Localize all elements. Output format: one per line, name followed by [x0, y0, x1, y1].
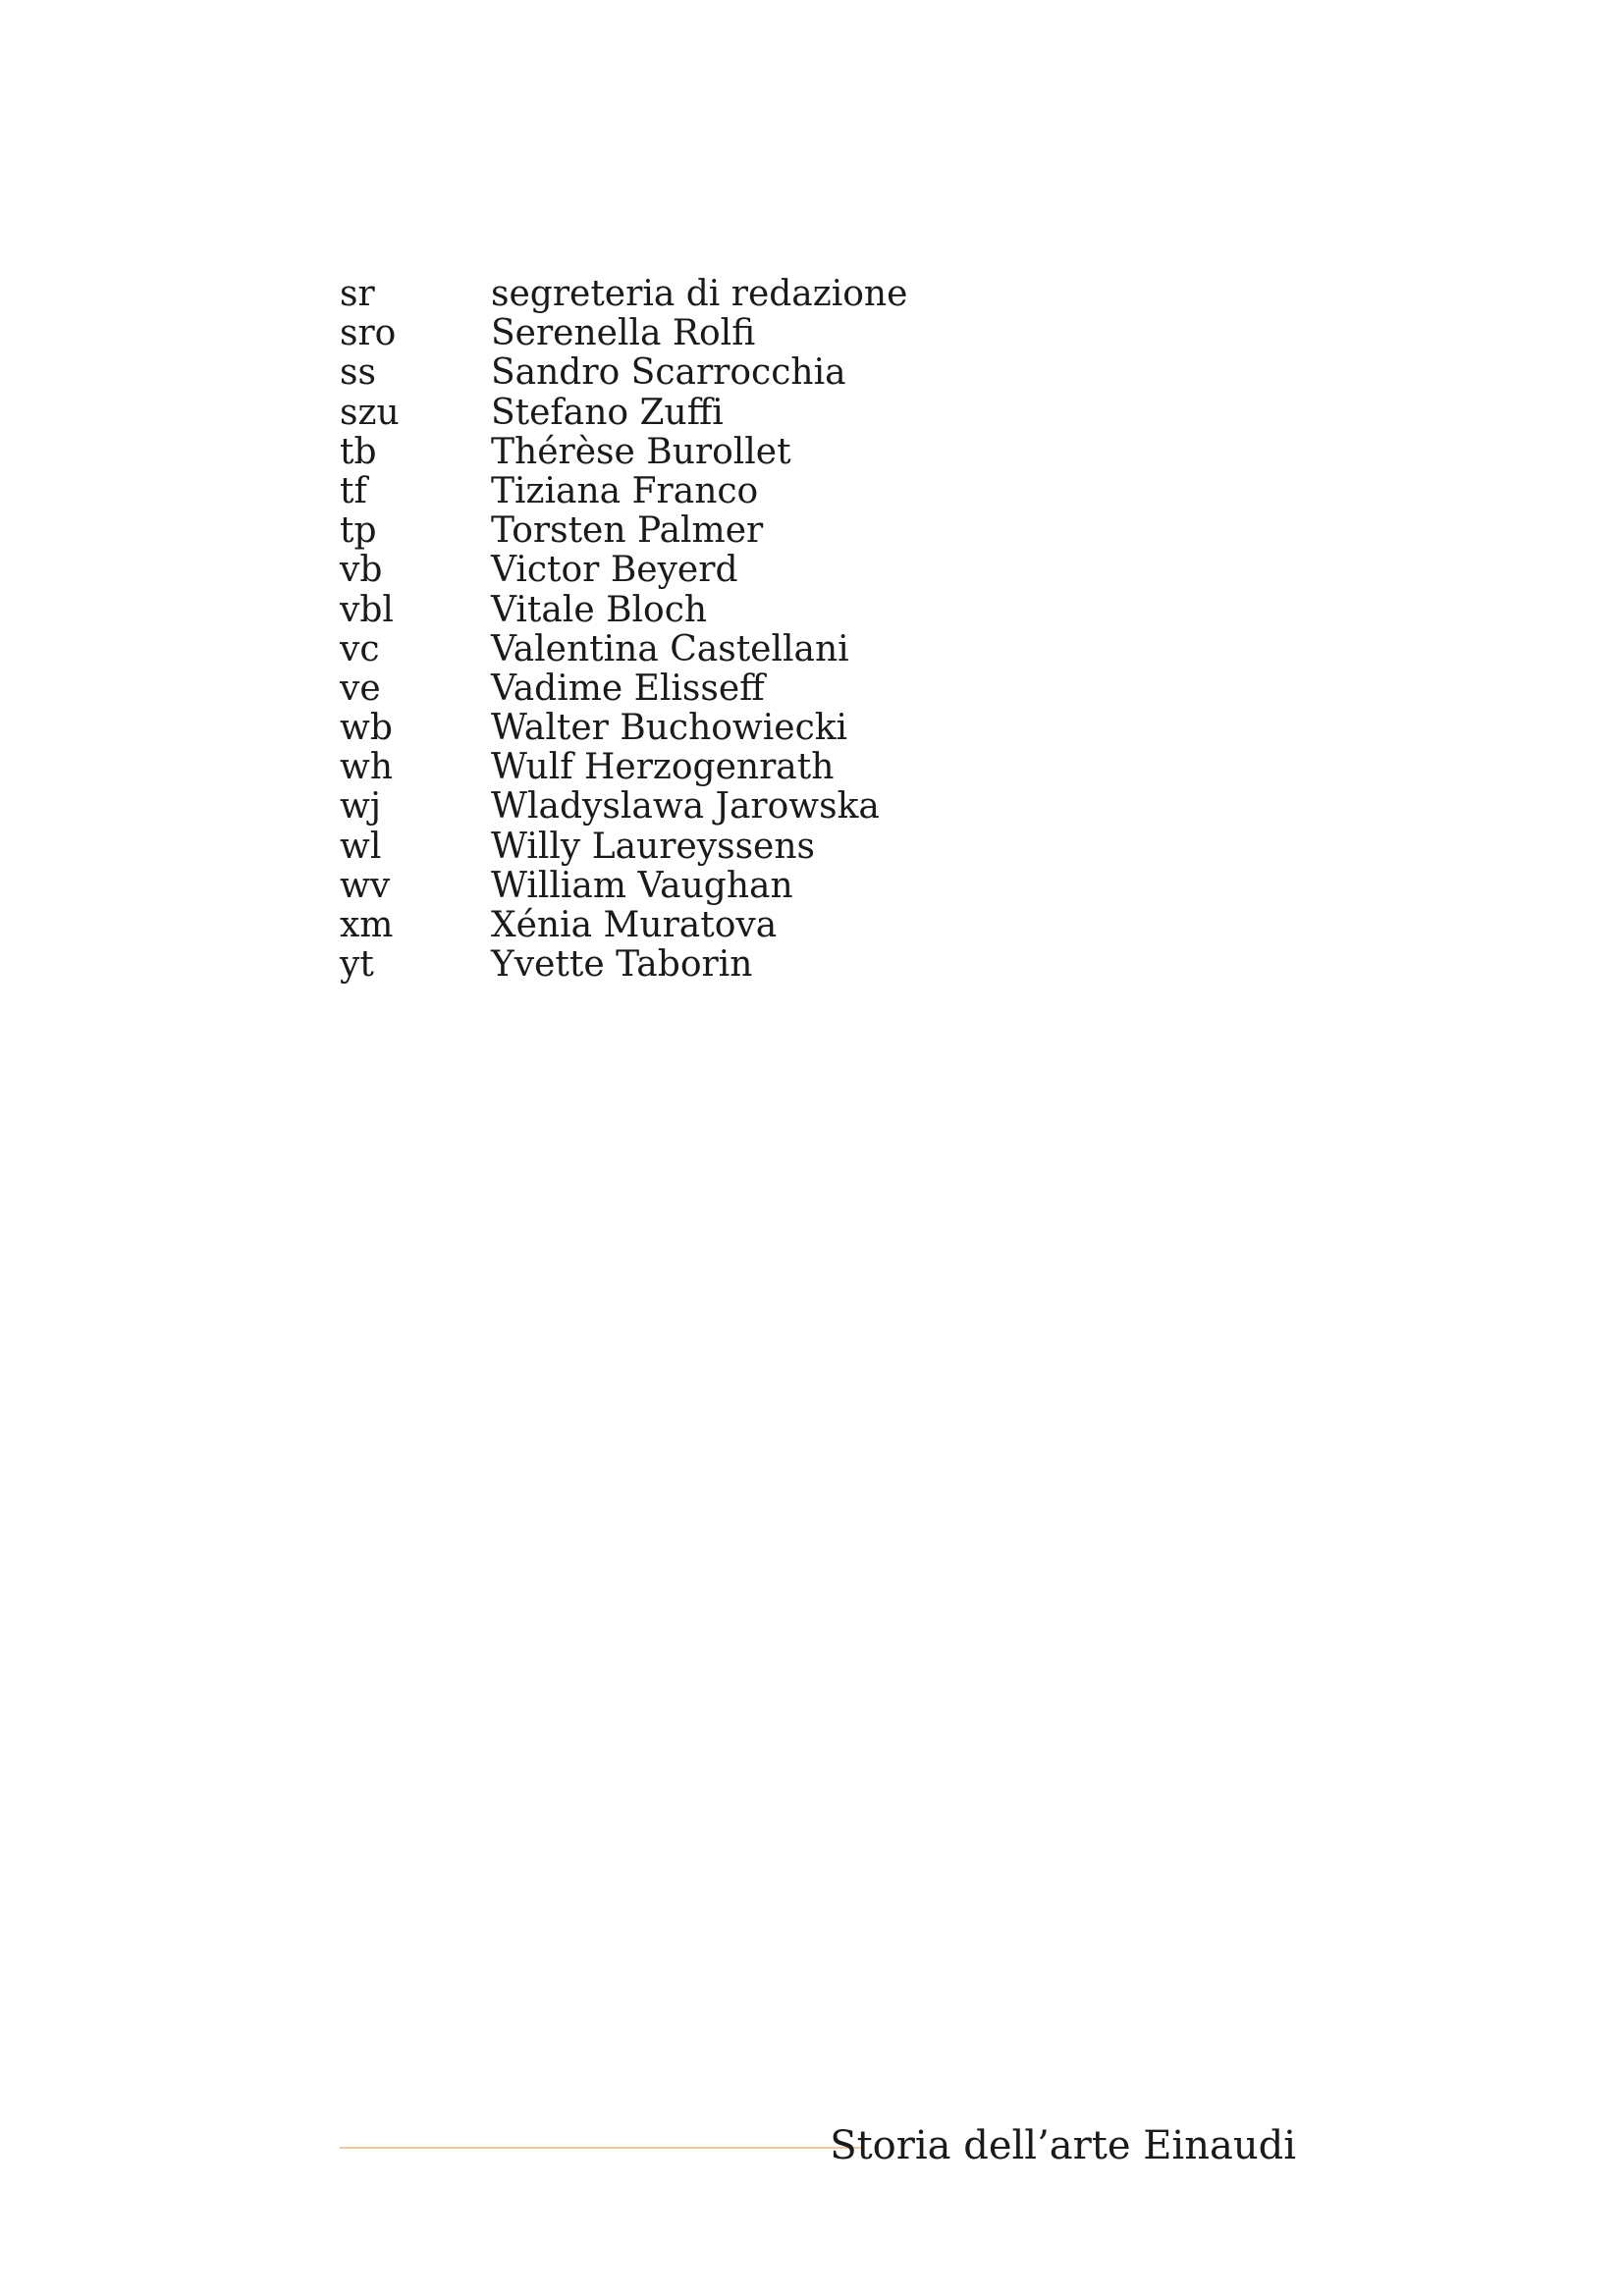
contributor-name: Vadime Elisseff — [491, 667, 765, 709]
contributor-name: William Vaughan — [491, 865, 793, 906]
abbreviation-code: vbl — [340, 589, 394, 630]
contributor-name: Serenella Rolfi — [491, 313, 756, 354]
list-item — [340, 314, 907, 353]
list-item — [340, 867, 907, 906]
list-item — [340, 945, 907, 985]
abbreviation-code: ve — [340, 667, 381, 709]
abbreviation-code: wb — [340, 708, 393, 749]
abbreviation-code: wv — [340, 865, 391, 906]
footer-rule — [340, 2147, 862, 2149]
list-item — [340, 828, 907, 867]
abbreviation-code: tb — [340, 431, 377, 472]
abbreviation-code: sro — [340, 313, 397, 354]
contributor-name: Wulf Herzogenrath — [491, 747, 835, 788]
abbreviation-code: sr — [340, 274, 375, 314]
list-item — [340, 787, 907, 827]
contributor-name: Wladyslawa Jarowska — [491, 786, 880, 828]
contributor-name: Victor Beyerd — [491, 550, 738, 591]
list-item — [340, 591, 907, 630]
contributor-name: Stefano Zuffi — [491, 392, 724, 433]
list-item — [340, 511, 907, 551]
abbreviation-code: wj — [340, 786, 381, 828]
contributor-name: Sandro Scarrocchia — [491, 352, 846, 394]
list-item — [340, 394, 907, 433]
abbreviation-code: vb — [340, 550, 383, 591]
footer-title: Storia dell’arte Einaudi — [830, 2123, 1296, 2168]
list-item — [340, 748, 907, 787]
list-item — [340, 709, 907, 748]
contributor-name: Tiziana Franco — [491, 470, 759, 511]
abbreviation-code: yt — [340, 944, 374, 986]
abbreviation-code: tp — [340, 510, 377, 552]
list-item — [340, 433, 907, 472]
abbreviation-code: xm — [340, 905, 394, 945]
contributor-name: Vitale Bloch — [491, 589, 708, 630]
contributor-abbreviation-list — [340, 275, 907, 985]
abbreviation-code: tf — [340, 470, 367, 511]
contributor-name: Torsten Palmer — [491, 510, 764, 552]
list-item — [340, 669, 907, 709]
list-item — [340, 472, 907, 511]
list-item — [340, 630, 907, 669]
abbreviation-code: szu — [340, 392, 400, 433]
contributor-name: Valentina Castellani — [491, 628, 849, 669]
contributor-name: Thérèse Burollet — [491, 431, 791, 472]
abbreviation-code: wh — [340, 747, 393, 788]
contributor-name: Willy Laureyssens — [491, 826, 816, 867]
contributor-name: Walter Buchowiecki — [491, 708, 848, 749]
abbreviation-code: ss — [340, 352, 376, 394]
abbreviation-code: vc — [340, 628, 380, 669]
page-footer — [340, 2116, 1296, 2175]
abbreviation-code: wl — [340, 826, 382, 867]
contributor-name: Xénia Muratova — [491, 905, 778, 945]
list-item — [340, 551, 907, 590]
list-item — [340, 906, 907, 945]
list-item — [340, 353, 907, 393]
list-item — [340, 275, 907, 314]
contributor-name: segreteria di redazione — [491, 274, 908, 314]
contributor-name: Yvette Taborin — [491, 944, 753, 986]
